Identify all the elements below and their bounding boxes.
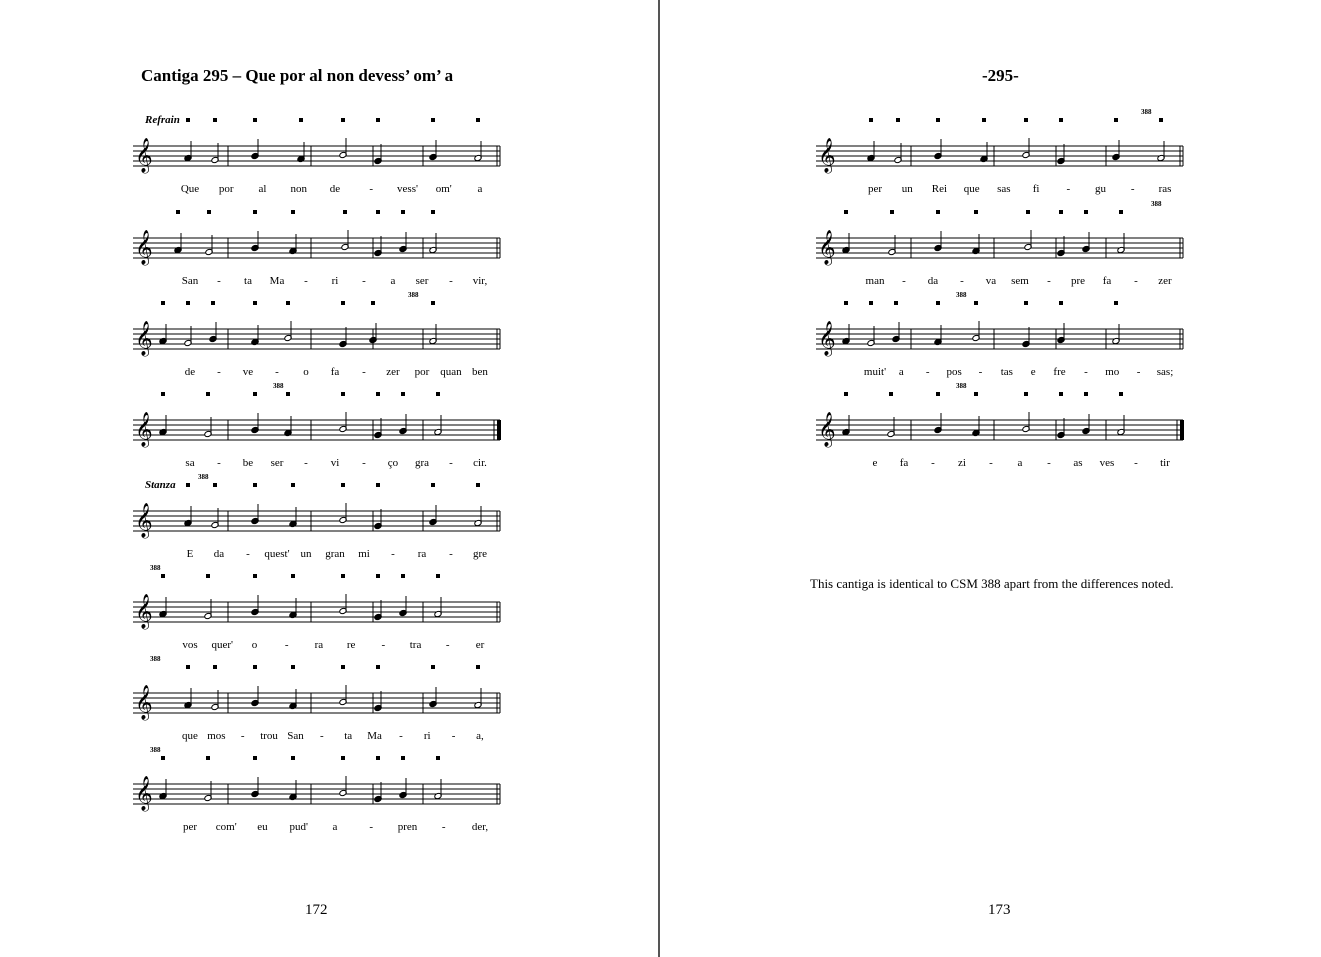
lyric-syllable: sas; (1156, 366, 1174, 378)
lyric-syllable: ri (423, 730, 431, 742)
lyric-syllable: sem (1011, 275, 1029, 287)
csm-reference-mark: 388 (198, 473, 209, 481)
svg-text:𝄞: 𝄞 (818, 412, 836, 447)
lyric-syllable: - (1134, 457, 1138, 469)
lyric-syllable: a (898, 366, 904, 378)
lyric-syllable: ben (472, 366, 488, 378)
lyric-syllable: - (1134, 275, 1138, 287)
lyric-syllable: da (927, 275, 939, 287)
svg-text:𝄞: 𝄞 (135, 776, 153, 811)
page-title: Cantiga 295 – Que por al non devess’ om’ a (141, 66, 454, 85)
csm-reference-mark: 388 (956, 291, 967, 299)
lyric-syllable: tas (1000, 366, 1013, 378)
lyric-syllable: ves (1099, 457, 1115, 469)
lyric-syllable: vess' (397, 183, 418, 195)
lyric-syllable: - (319, 730, 324, 742)
lyric-syllable: un (300, 548, 312, 560)
lyric-syllable: - (449, 548, 453, 560)
lyric-syllable: sa (185, 457, 195, 469)
lyric-syllable: un (901, 183, 913, 195)
svg-text:𝄞: 𝄞 (135, 321, 153, 356)
lyric-syllable: ve (242, 366, 254, 378)
lyric-syllable: a (390, 275, 396, 287)
lyric-syllable: - (1130, 183, 1135, 195)
lyric-syllable: fa (1102, 275, 1112, 287)
lyric-syllable: - (1047, 457, 1051, 469)
lyric-syllable: e (872, 457, 878, 469)
lyric-syllable: ras (1158, 183, 1172, 195)
csm-reference-mark: 388 (150, 655, 161, 663)
lyric-syllable: gre (472, 548, 488, 560)
lyric-syllable: - (902, 275, 906, 287)
lyric-syllable: - (441, 821, 446, 833)
lyric-syllable: er (475, 639, 485, 651)
lyric-syllable: - (445, 639, 450, 651)
lyric-syllable: - (449, 457, 453, 469)
lyric-syllable: per (182, 821, 198, 833)
lyric-syllable: gu (1095, 183, 1107, 195)
page-number-right: 173 (988, 902, 1011, 918)
lyric-syllable: trou (260, 730, 278, 742)
lyric-syllable: tir (1160, 457, 1170, 469)
lyric-syllable: - (246, 548, 250, 560)
lyric-syllable: - (931, 457, 935, 469)
lyric-syllable: com' (215, 821, 237, 833)
lyric-syllable: - (217, 457, 221, 469)
lyric-syllable: ra (314, 639, 324, 651)
csm-reference-mark: 388 (1141, 108, 1152, 116)
lyric-syllable: non (290, 183, 307, 195)
lyric-syllable: a (477, 183, 483, 195)
lyric-syllable: mi (358, 548, 370, 560)
lyric-syllable: de (329, 183, 341, 195)
svg-text:𝄞: 𝄞 (818, 138, 836, 173)
lyric-syllable: por (218, 183, 234, 195)
lyric-syllable: - (369, 821, 374, 833)
lyric-syllable: ser (415, 275, 429, 287)
lyric-syllable: quer' (211, 639, 233, 651)
lyric-syllable: a, (476, 730, 484, 742)
csm-reference-mark: 388 (408, 291, 419, 299)
section-label: Refrain (145, 114, 180, 126)
lyric-syllable: que (963, 183, 980, 195)
lyric-syllable: - (451, 730, 456, 742)
lyric-syllable: o (303, 366, 309, 378)
lyric-syllable: - (381, 639, 386, 651)
lyric-syllable: da (213, 548, 225, 560)
lyric-syllable: zer (1158, 275, 1172, 287)
lyric-syllable: - (217, 275, 221, 287)
lyric-syllable: E (186, 548, 194, 560)
lyric-syllable: vi (330, 457, 340, 469)
lyric-syllable: gra (414, 457, 430, 469)
lyric-syllable: - (399, 730, 403, 742)
lyric-syllable: Ma (269, 275, 285, 287)
lyric-syllable: ta (244, 275, 252, 287)
lyric-syllable: que (182, 730, 198, 742)
lyric-syllable: - (1066, 183, 1071, 195)
lyric-syllable: zi (958, 457, 966, 469)
lyric-syllable: e (1030, 366, 1036, 378)
lyric-syllable: cir. (473, 457, 487, 469)
lyric-syllable: San (181, 275, 199, 287)
lyric-syllable: San (287, 730, 304, 742)
lyric-syllable: as (1073, 457, 1083, 469)
footnote: This cantiga is identical to CSM 388 apart from the differences noted. (810, 576, 1174, 591)
lyric-syllable: ço (387, 457, 399, 469)
lyric-syllable: man (865, 275, 885, 287)
page-number-left: 172 (305, 902, 328, 918)
lyric-syllable: pud' (289, 821, 308, 833)
lyric-syllable: pos (946, 366, 962, 378)
lyric-syllable: al (258, 183, 267, 195)
lyric-syllable: mos (207, 730, 226, 742)
lyric-syllable: gran (325, 548, 345, 560)
lyric-syllable: tra (409, 639, 422, 651)
lyric-syllable: va (985, 275, 997, 287)
lyric-syllable: Que (180, 183, 200, 195)
lyric-syllable: ta (344, 730, 353, 742)
lyric-syllable: der, (471, 821, 489, 833)
svg-text:𝄞: 𝄞 (135, 412, 153, 447)
lyric-syllable: per (867, 183, 883, 195)
lyric-syllable: vir, (472, 275, 488, 287)
csm-reference-mark: 388 (150, 746, 161, 754)
csm-reference-mark: 388 (273, 382, 284, 390)
lyric-syllable: zer (386, 366, 400, 378)
lyric-syllable: ra (417, 548, 427, 560)
lyric-syllable: - (362, 275, 366, 287)
lyric-syllable: - (989, 457, 993, 469)
svg-text:𝄞: 𝄞 (135, 230, 153, 265)
lyric-syllable: - (304, 275, 308, 287)
lyric-syllable: - (304, 457, 308, 469)
lyric-syllable: fa (899, 457, 909, 469)
lyric-syllable: Ma (367, 730, 382, 742)
lyric-syllable: ser (270, 457, 284, 469)
svg-text:𝄞: 𝄞 (135, 594, 153, 629)
lyric-syllable: vos (182, 639, 198, 651)
lyric-syllable: - (362, 366, 366, 378)
lyric-syllable: - (391, 548, 395, 560)
lyric-syllable: - (978, 366, 983, 378)
lyric-syllable: - (1084, 366, 1088, 378)
svg-text:𝄞: 𝄞 (135, 138, 153, 173)
lyric-syllable: - (284, 639, 289, 651)
lyric-syllable: fre (1053, 366, 1066, 378)
lyric-syllable: be (242, 457, 254, 469)
lyric-syllable: Rei (931, 183, 948, 195)
lyric-syllable: - (1047, 275, 1051, 287)
svg-text:𝄞: 𝄞 (135, 503, 153, 538)
lyric-syllable: a (332, 821, 338, 833)
csm-reference-mark: 388 (1151, 200, 1162, 208)
section-label: Stanza (145, 479, 176, 491)
lyric-syllable: a (1017, 457, 1023, 469)
lyric-syllable: o (251, 639, 258, 651)
svg-text:𝄞: 𝄞 (135, 685, 153, 720)
lyric-syllable: - (1136, 366, 1141, 378)
lyric-syllable: sas (997, 183, 1011, 195)
page-header: -295- (982, 66, 1019, 85)
lyric-syllable: por (414, 366, 430, 378)
lyric-syllable: quest' (264, 548, 290, 560)
lyric-syllable: mo (1105, 366, 1120, 378)
lyric-syllable: quan (440, 366, 462, 378)
lyric-syllable: - (240, 730, 245, 742)
lyric-syllable: - (217, 366, 221, 378)
lyric-syllable: om' (435, 183, 452, 195)
lyric-syllable: eu (257, 821, 268, 833)
lyric-syllable: pre (1070, 275, 1086, 287)
left-page (0, 0, 658, 957)
lyric-syllable: - (449, 275, 453, 287)
lyric-syllable: fa (330, 366, 340, 378)
lyric-syllable: - (362, 457, 366, 469)
lyric-syllable: - (275, 366, 279, 378)
lyric-syllable: de (184, 366, 196, 378)
lyric-syllable: ri (331, 275, 339, 287)
lyric-syllable: muit' (863, 366, 887, 378)
csm-reference-mark: 388 (956, 382, 967, 390)
lyric-syllable: pren (397, 821, 418, 833)
lyric-syllable: fi (1032, 183, 1040, 195)
lyric-syllable: - (925, 366, 930, 378)
csm-reference-mark: 388 (150, 564, 161, 572)
right-page (660, 0, 1321, 957)
lyric-syllable: re (346, 639, 356, 651)
svg-text:𝄞: 𝄞 (818, 321, 836, 356)
lyric-syllable: - (369, 183, 374, 195)
lyric-syllable: - (960, 275, 964, 287)
svg-text:𝄞: 𝄞 (818, 230, 836, 265)
